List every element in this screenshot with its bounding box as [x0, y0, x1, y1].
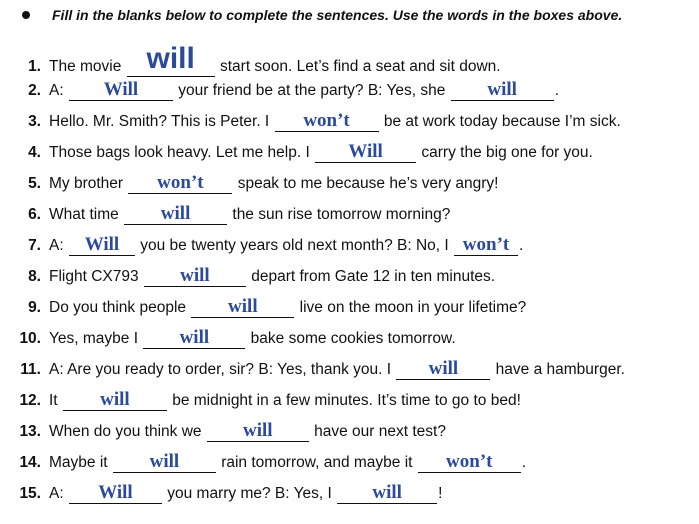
answer-text: Will — [348, 141, 383, 162]
answer-blank[interactable] — [127, 42, 215, 77]
sentence-text: . — [554, 82, 559, 99]
sentence-row — [0, 327, 456, 351]
answer-blank[interactable] — [454, 236, 518, 256]
answer-text: won’t — [446, 451, 493, 472]
answer-text: won’t — [303, 110, 350, 131]
answer-blank[interactable] — [128, 174, 232, 194]
sentence-text: live on the moon in your lifetime? — [295, 299, 527, 316]
instructions — [22, 7, 622, 23]
answer-blank[interactable] — [124, 205, 227, 225]
answer-blank[interactable] — [63, 391, 167, 411]
answer-text: will — [179, 327, 210, 348]
sentence-row — [0, 79, 559, 103]
answer-blank[interactable] — [69, 81, 173, 101]
sentence-text: Do you think people — [49, 299, 191, 316]
answer-blank[interactable] — [207, 422, 309, 442]
answer-text: won’t — [157, 172, 204, 193]
answer-text: will — [180, 265, 210, 286]
sentence-text: What time — [49, 206, 124, 223]
item-number: 9. — [28, 299, 41, 316]
sentence-row — [0, 42, 501, 75]
answer-text: will — [372, 482, 402, 503]
item-number: 12. — [19, 392, 41, 409]
answer-text: Will — [103, 79, 139, 100]
sentence-text: be at work today because I’m sick. — [379, 113, 621, 130]
sentence-text: be midnight in a few minutes. It’s time to go to bed! — [167, 392, 521, 409]
sentence-row — [0, 296, 526, 320]
answer-text: will — [228, 296, 258, 317]
sentence-row — [0, 234, 523, 258]
sentence-text: A: — [49, 485, 68, 502]
sentence-row — [0, 358, 625, 382]
sentence-row — [0, 451, 526, 475]
sentence-text: Flight CX793 — [49, 268, 143, 285]
sentence-text: The movie — [49, 58, 126, 75]
item-number: 13. — [19, 423, 41, 440]
sentence-text: speak to me because he’s very angry! — [233, 175, 499, 192]
item-number: 1. — [28, 58, 41, 75]
sentence-text: . — [519, 237, 524, 254]
sentence-row — [0, 172, 498, 196]
answer-text: will — [428, 358, 459, 379]
sentence-text: you be twenty years old next month? B: No, I — [135, 237, 454, 254]
sentence-row — [0, 141, 593, 165]
sentence-text: A: — [49, 82, 68, 99]
answer-text: will — [487, 79, 517, 100]
sentence-text: rain tomorrow, and maybe it — [216, 454, 417, 471]
answer-text: will — [243, 420, 273, 441]
sentence-text: your friend be at the party? B: Yes, she — [173, 82, 450, 99]
item-number: 3. — [28, 113, 41, 130]
sentence-text: depart from Gate 12 in ten minutes. — [246, 268, 496, 285]
item-number: 11. — [20, 361, 41, 378]
item-number: 2. — [28, 82, 41, 99]
answer-text: won’t — [462, 234, 510, 255]
answer-text: will — [100, 389, 130, 410]
item-number: 5. — [28, 175, 41, 192]
sentence-text: the sun rise tomorrow morning? — [228, 206, 451, 223]
sentence-text: It — [49, 392, 62, 409]
answer-blank[interactable] — [315, 143, 416, 163]
answer-text: Will — [84, 234, 120, 255]
sentence-row — [0, 265, 495, 289]
answer-blank[interactable] — [191, 298, 294, 318]
item-number: 10. — [19, 330, 41, 347]
sentence-row — [0, 203, 450, 227]
answer-blank[interactable] — [337, 484, 437, 504]
answer-blank[interactable] — [69, 236, 135, 256]
answer-text: Will — [98, 482, 133, 503]
instruction-text: Fill in the blanks below to complete the sentences. Use the words in the boxes above. — [52, 7, 623, 23]
sentence-text: . — [521, 454, 527, 471]
sentence-text: Hello. Mr. Smith? This is Peter. I — [49, 113, 274, 130]
sentence-text: bake some cookies tomorrow. — [246, 330, 456, 347]
sentence-text: My brother — [49, 175, 128, 192]
sentence-text: Those bags look heavy. Let me help. I — [49, 144, 315, 161]
sentence-row — [0, 420, 446, 444]
item-number: 7. — [28, 237, 41, 254]
sentence-text: start soon. Let’s find a seat and sit down. — [215, 58, 501, 75]
item-number: 8. — [28, 268, 41, 285]
answer-blank[interactable] — [418, 453, 521, 473]
sentence-row — [0, 110, 621, 134]
sentence-text: A: — [49, 237, 68, 254]
answer-blank[interactable] — [143, 329, 245, 349]
answer-blank[interactable] — [396, 360, 490, 380]
item-number: 15. — [19, 485, 41, 502]
answer-text: will — [149, 451, 180, 472]
sentence-text: ! — [438, 485, 443, 502]
sentence-text: When do you think we — [49, 423, 206, 440]
sentence-text: A: Are you ready to order, sir? B: Yes, thank you. I — [49, 361, 396, 378]
answer-blank[interactable] — [275, 112, 379, 132]
sentence-row — [0, 389, 521, 413]
answer-blank[interactable] — [69, 484, 162, 504]
sentence-text: you marry me? B: Yes, I — [162, 485, 337, 502]
item-number: 14. — [19, 454, 41, 471]
answer-blank[interactable] — [144, 267, 246, 287]
handwritten-answer: will — [146, 42, 195, 75]
sentence-text: Yes, maybe I — [49, 330, 143, 347]
sentence-text: have a hamburger. — [491, 361, 625, 378]
item-number: 6. — [28, 206, 41, 223]
bullet-icon — [22, 11, 30, 19]
sentence-row — [0, 482, 442, 506]
sentence-text: carry the big one for you. — [417, 144, 593, 161]
sentence-text: have our next test? — [309, 423, 446, 440]
sentence-text: Maybe it — [49, 454, 112, 471]
answer-blank[interactable] — [451, 81, 554, 101]
item-number: 4. — [28, 144, 41, 161]
answer-blank[interactable] — [113, 453, 216, 473]
answer-text: will — [160, 203, 191, 224]
